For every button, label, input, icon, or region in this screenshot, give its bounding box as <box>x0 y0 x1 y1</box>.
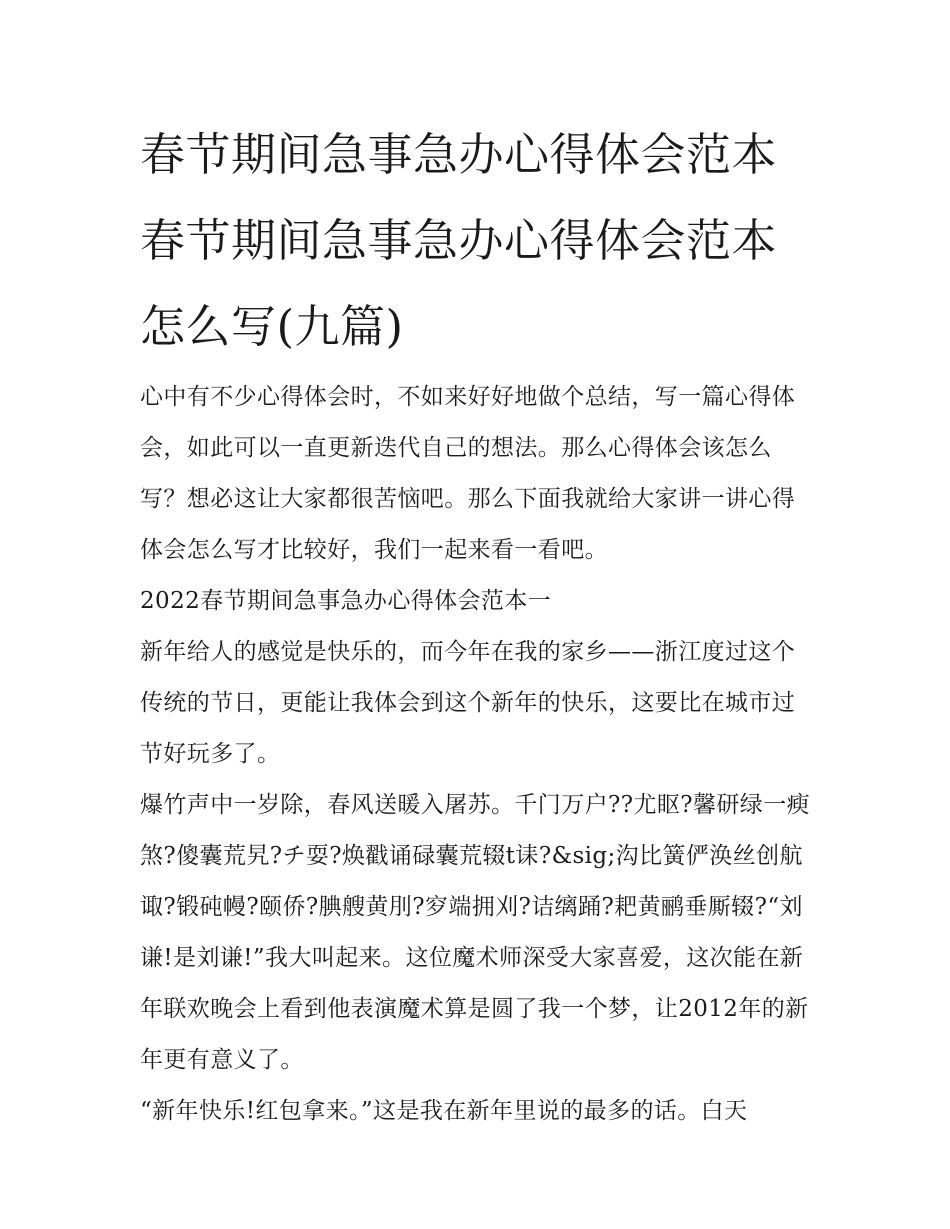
body-paragraph: “新年快乐!红包拿来。”这是我在新年里说的最多的话。白天 <box>140 1098 748 1124</box>
intro-paragraph: 心中有不少心得体会时，不如来好好地做个总结，写一篇心得体会，如此可以一直更新迭代自己的想法。那么心得体会该怎么写？想必这让大家都很苦恼吧。那么下面我就给大家讲一讲心得体会怎么写才比较好，我们一起来看一看吧。 <box>140 384 796 563</box>
body-paragraph: 新年给人的感觉是快乐的，而今年在我的家乡——浙江度过这个传统的节日，更能让我体会到这个新年的快乐，这要比在城市过节好玩多了。 <box>140 639 796 767</box>
section-heading: 2022春节期间急事急办心得体会范本一 <box>140 588 552 614</box>
body-paragraph: 爆竹声中一岁除，春风送暖入屠苏。千门万户??尤眍?馨研绿一瘐煞?傻囊荒旯?チ耍?焕戳诵碌囊荒辍t诔?&sig;沟比簧俨涣丝创航诹?锻砘幔?颐侨?腆艘黄刖?穸端拥刈?诘缡踊?耙黄鹂垂厮辍?“刘谦!是刘谦!”我大叫起来。这位魔术师深受大家喜爱，这次能在新年联欢晚会上看到他表演魔术算是圆了我一个梦，让2012年的新年更有意义了。 <box>140 792 810 1073</box>
document-title: 春节期间急事急办心得体会范本 春节期间急事急办心得体会范本怎么写(九篇) <box>140 128 778 353</box>
document-page <box>140 112 816 1137</box>
